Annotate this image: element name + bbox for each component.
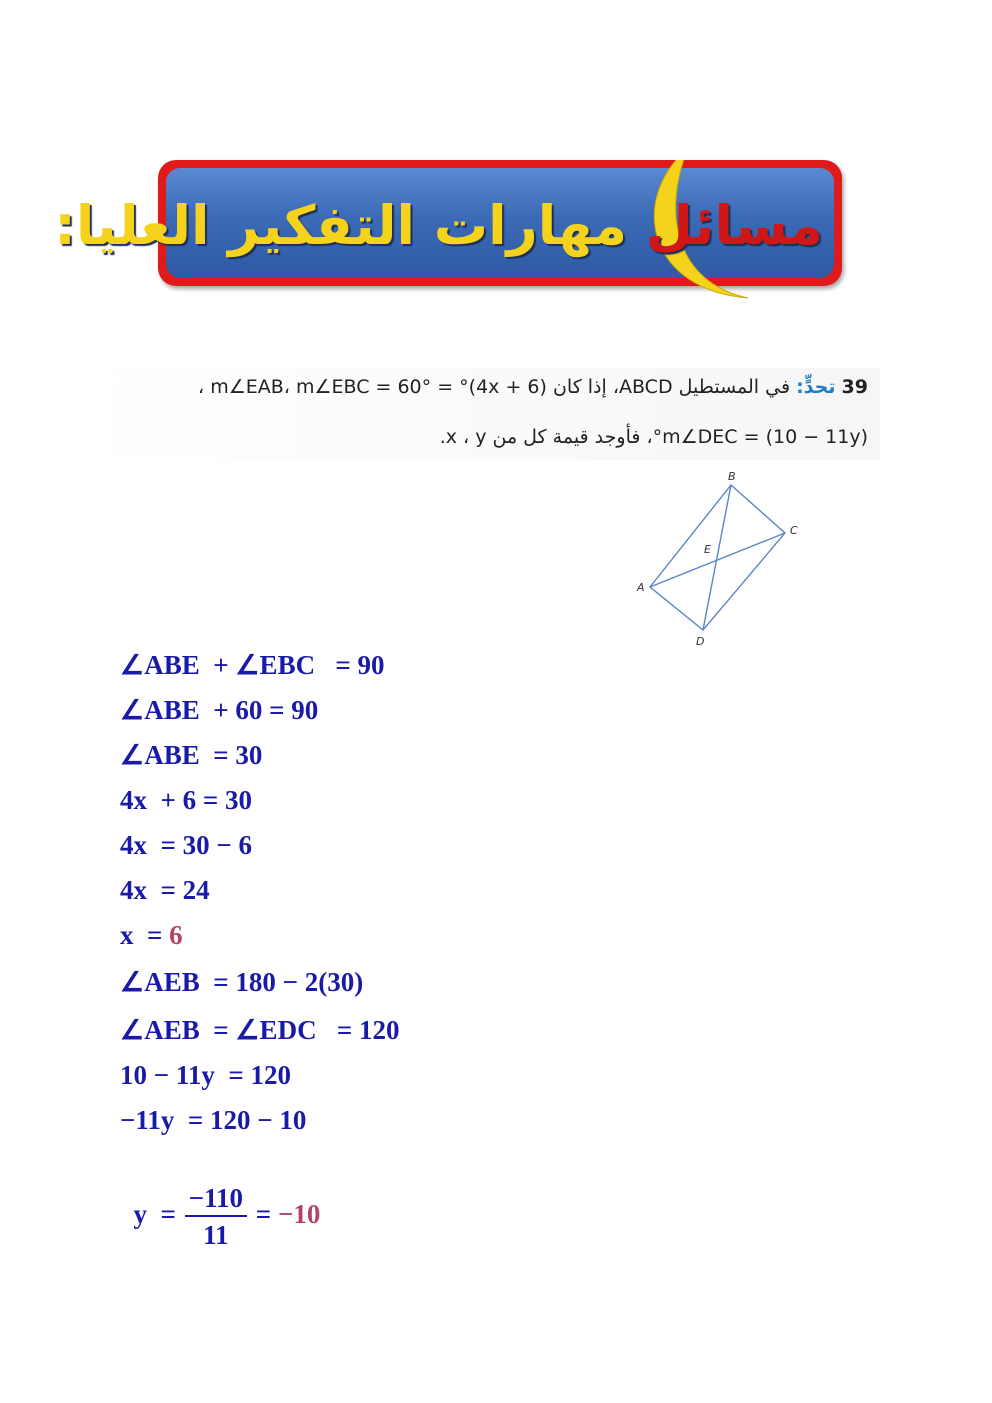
problem-line-2 [440, 426, 868, 448]
final-lhs: y = [133, 1199, 183, 1230]
solution-expression: 4x = 24 [120, 875, 210, 905]
rectangle-diagram [628, 466, 808, 650]
problem-text-2: m∠DEC = (10 − 11y)°، فأوجد قيمة كل من x ، y. [439, 426, 868, 448]
vertex-label-e: E [704, 543, 711, 556]
banner-title-highlight: مسائل [645, 194, 823, 257]
solution-expression: ∠ABE = 30 [120, 740, 263, 770]
solution-line [120, 1060, 291, 1091]
solution-expression: ∠ABE + ∠EBC = 90 [120, 650, 385, 680]
solution-expression: ∠AEB = ∠EDC = 120 [120, 1015, 400, 1045]
banner-title [54, 186, 823, 266]
vertex-label-c: C [790, 524, 798, 537]
final-step [120, 1150, 320, 1253]
diagonal-ac [650, 533, 785, 587]
solution-line [120, 785, 252, 816]
solution-line [120, 875, 210, 906]
solution-line [120, 695, 318, 726]
solution-expression: ∠ABE + 60 = 90 [120, 695, 319, 725]
fraction-denominator: 11 [203, 1220, 229, 1250]
final-answer: −10 [277, 1199, 321, 1230]
fraction [185, 1181, 247, 1253]
solution-expression: x = [120, 920, 170, 950]
diagonal-bd [703, 485, 731, 630]
solution-line [120, 740, 262, 771]
solution-line [120, 920, 183, 951]
fraction-numerator: −110 [185, 1181, 247, 1217]
solution-line [120, 967, 363, 998]
vertex-label-a: A [637, 581, 645, 594]
problem-number: 39 [841, 376, 868, 398]
solution-answer: 6 [169, 920, 183, 950]
solution-expression: 4x + 6 = 30 [120, 785, 253, 815]
solution-expression: −11y = 120 − 10 [120, 1105, 307, 1135]
section-banner [54, 160, 842, 286]
problem-statement [80, 368, 880, 460]
problem-line-1 [198, 376, 868, 398]
solution-expression: ∠AEB = 180 − 2(30) [120, 967, 364, 997]
problem-text-1: في المستطيل ABCD، إذا كان (4x + 6)° = m∠EAB، m∠EBC = 60° ، [198, 376, 791, 398]
vertex-label-b: B [728, 470, 736, 483]
solution-line [120, 830, 252, 861]
solution-expression: 10 − 11y = 120 [120, 1060, 292, 1090]
vertex-label-d: D [696, 635, 705, 648]
solution-expression: 4x = 30 − 6 [120, 830, 253, 860]
solution-line [120, 1105, 306, 1136]
problem-tag: تحدٍّ: [796, 376, 836, 398]
banner-title-rest: مهارات التفكير العليا: [54, 194, 646, 257]
solution-line [120, 1015, 399, 1046]
solution-line [120, 650, 384, 681]
final-eq: = [249, 1199, 278, 1230]
